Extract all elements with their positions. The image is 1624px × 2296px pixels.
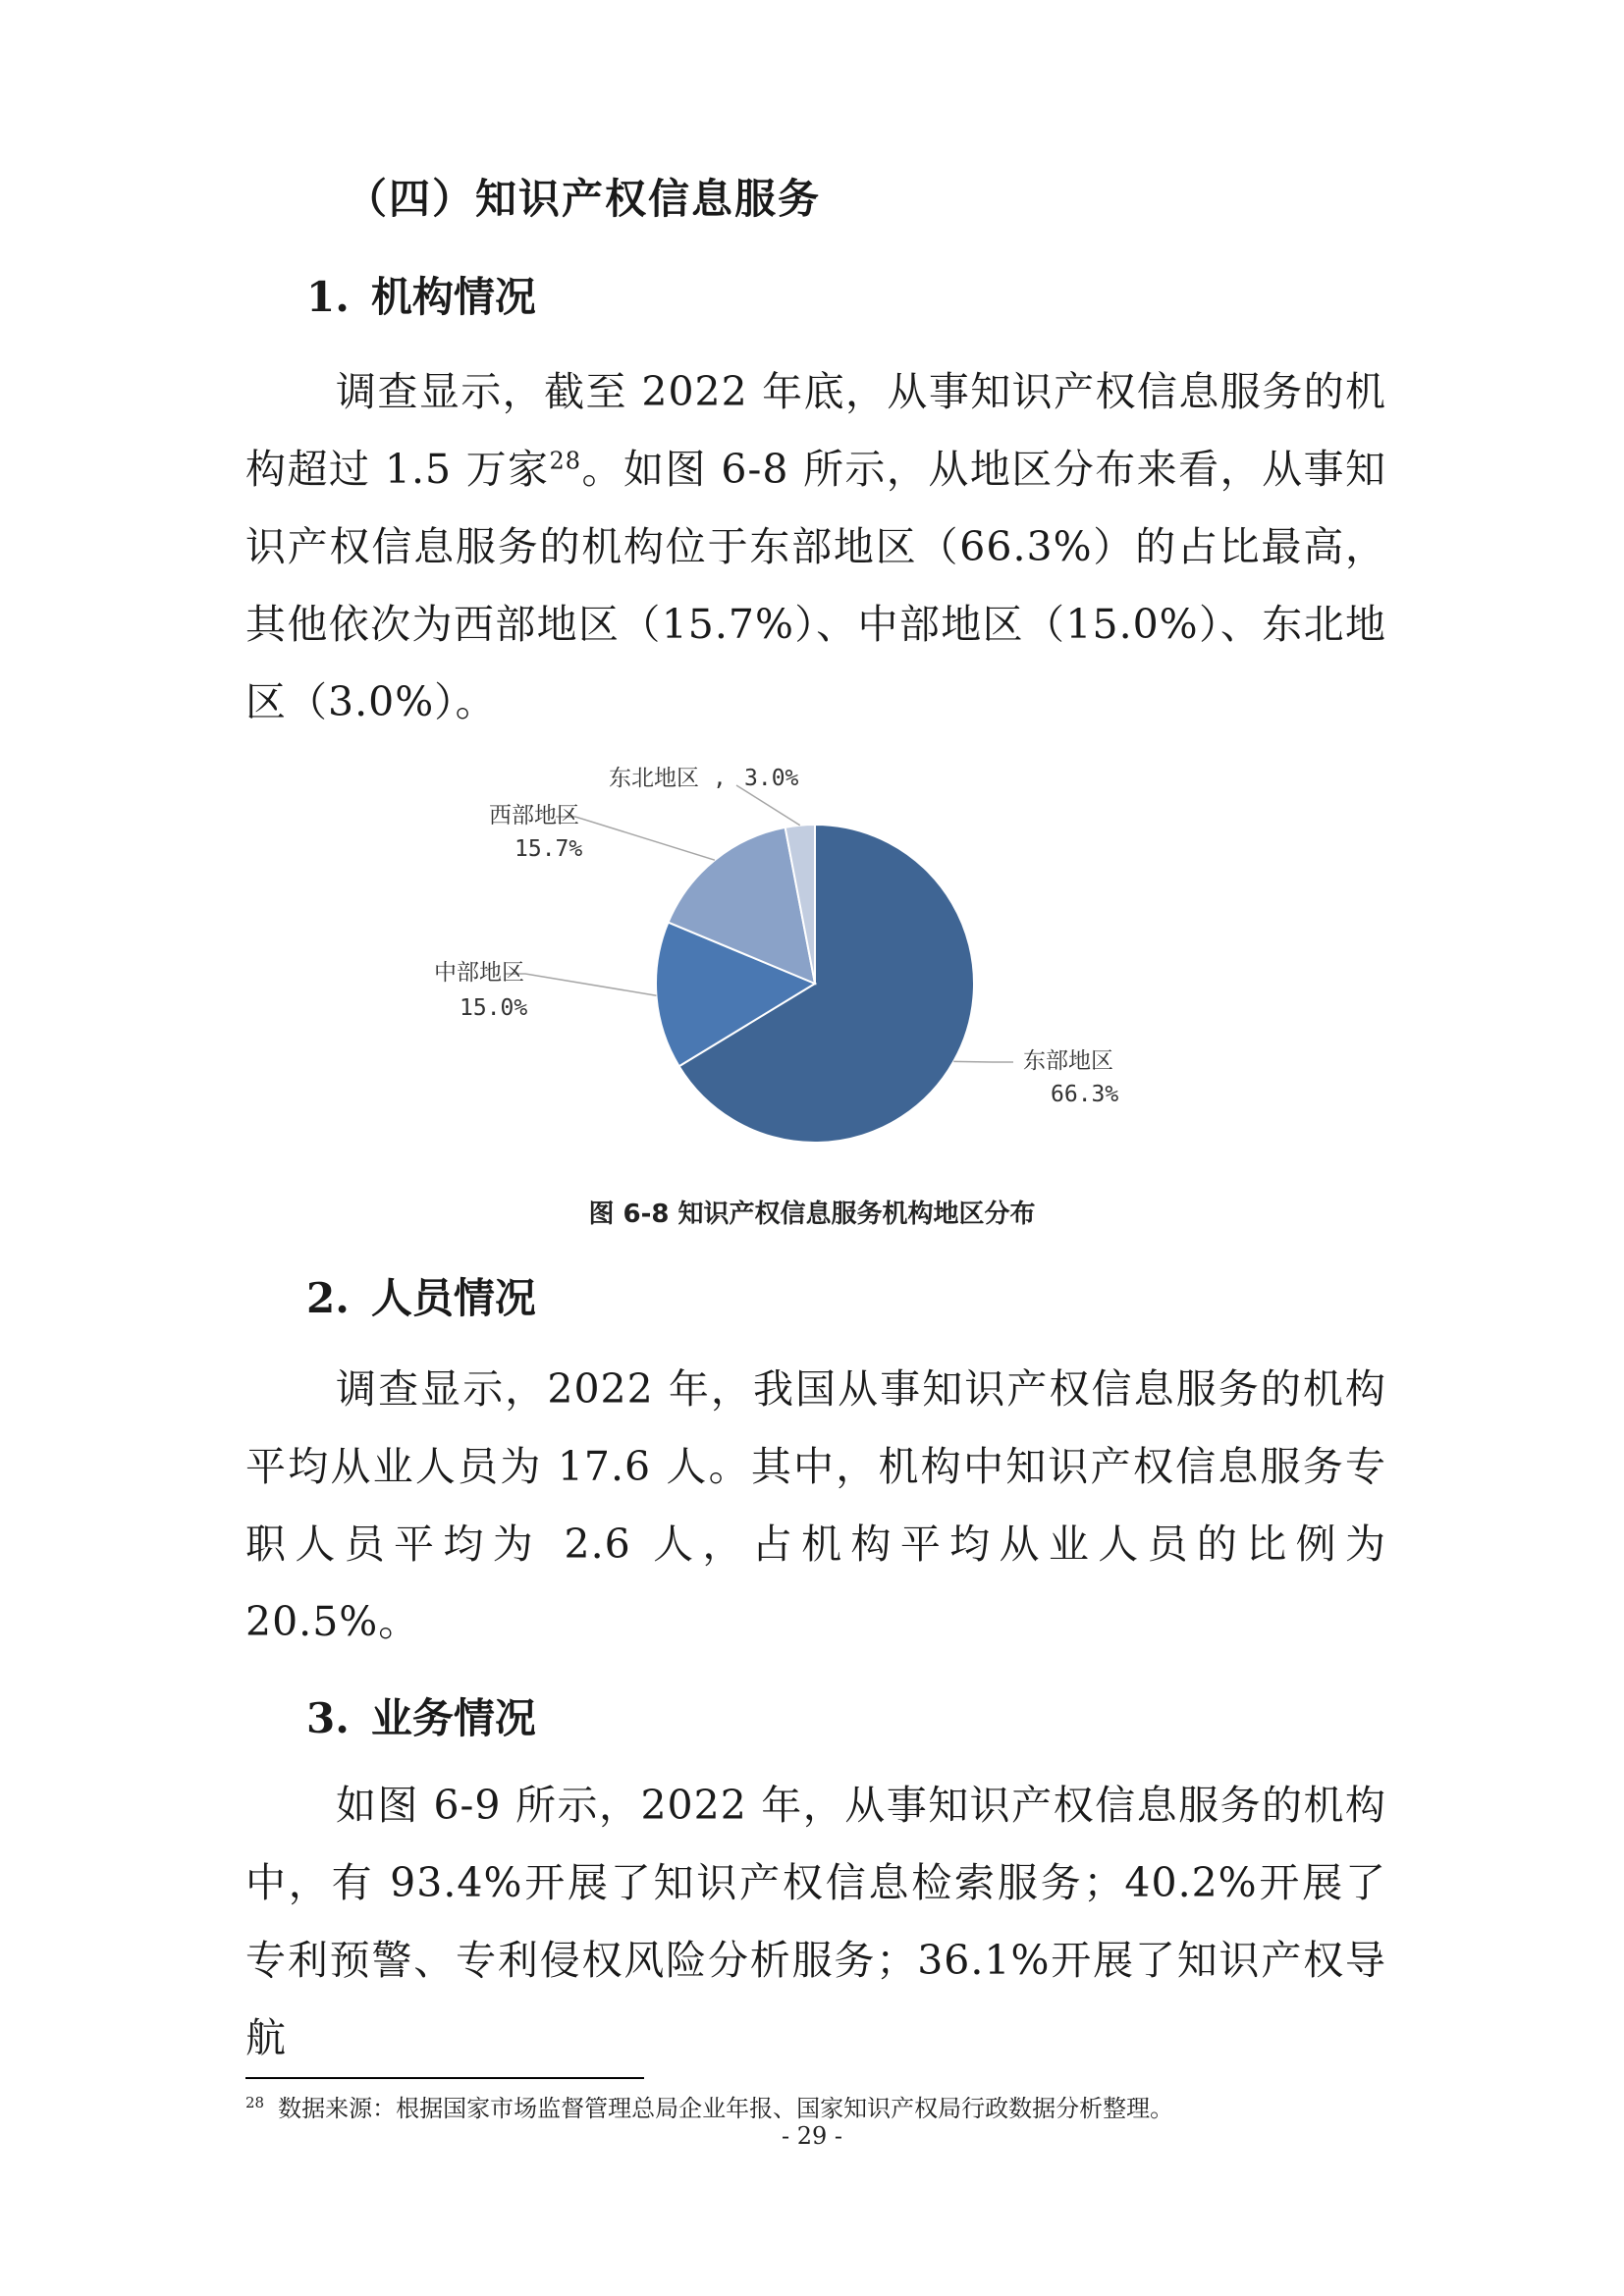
pie-label-value: 3.0% bbox=[744, 766, 799, 791]
subsection-title: 机构情况 bbox=[370, 273, 536, 321]
footnote-text: 数据来源：根据国家市场监督管理总局企业年报、国家知识产权局行政数据分析整理。 bbox=[278, 2095, 1174, 2122]
section-title: （四）知识产权信息服务 bbox=[346, 175, 822, 223]
subsection-title: 人员情况 bbox=[370, 1274, 536, 1322]
pie-label-separator: , bbox=[713, 766, 727, 791]
paragraph-text: 。如图 6-8 所示，从地区分布来看，从事知识产权信息服务的机构位于东部地区（66.3%）的占比最高，其他依次为西部地区（15.7%）、中部地区（15.0%）、东北地区（3.0%）。 bbox=[245, 446, 1386, 725]
subsection-number: 3. bbox=[306, 1694, 350, 1742]
pie-label-name: 东部地区 bbox=[1023, 1048, 1113, 1074]
pie-label-value: 66.3% bbox=[1051, 1082, 1119, 1107]
subsection-number: 1. bbox=[306, 273, 350, 321]
paragraph-business: 如图 6-9 所示，2022 年，从事知识产权信息服务的机构中，有 93.4%开展了知识产权信息检索服务；40.2%开展了专利预警、专利侵权风险分析服务；36.1%开展了知识产权导航 bbox=[245, 1782, 1386, 2061]
pie-label-name: 西部地区 bbox=[489, 803, 579, 828]
paragraph-staff: 调查显示，2022 年，我国从事知识产权信息服务的机构平均从业人员为 17.6 人。其中，机构中知识产权信息服务专职人员平均为 2.6 人，占机构平均从业人员的比例为 20.5%。 bbox=[245, 1365, 1386, 1645]
pie-label-east bbox=[1023, 1048, 1118, 1107]
pie-label-value: 15.0% bbox=[460, 995, 528, 1021]
subsection-heading-3 bbox=[306, 1686, 536, 1745]
pie-leader-line bbox=[953, 1061, 1013, 1062]
pie-label-name: 中部地区 bbox=[434, 960, 524, 986]
region-pie-chart bbox=[412, 756, 1218, 1188]
page-number: - 29 - bbox=[781, 2122, 842, 2150]
footnote-number: 28 bbox=[245, 2094, 265, 2111]
footnote bbox=[245, 2089, 1173, 2123]
pie-label-name: 东北地区 bbox=[609, 766, 699, 791]
pie-leader-line bbox=[506, 974, 656, 995]
footnote-divider bbox=[245, 2077, 644, 2079]
pie-leader-line bbox=[736, 785, 800, 826]
subsection-number: 2. bbox=[306, 1274, 350, 1322]
pie-label-value: 15.7% bbox=[514, 836, 583, 862]
pie-slices bbox=[656, 825, 974, 1143]
pie-label-central bbox=[434, 960, 527, 1021]
subsection-heading-1 bbox=[306, 265, 536, 324]
paragraph-text: 调查显示，截至 2022 年底，从事知识产权信息服务的机构超过 1.5 万家 bbox=[245, 368, 1386, 493]
figure-caption: 图 6-8 知识产权信息服务机构地区分布 bbox=[588, 1200, 1036, 1229]
footnote-reference[interactable]: 28 bbox=[549, 447, 582, 475]
pie-label-northeast bbox=[609, 766, 799, 791]
subsection-title: 业务情况 bbox=[370, 1694, 536, 1742]
paragraph-institutions bbox=[245, 353, 1386, 741]
pie-label-west bbox=[489, 803, 582, 862]
subsection-heading-2 bbox=[306, 1266, 536, 1325]
